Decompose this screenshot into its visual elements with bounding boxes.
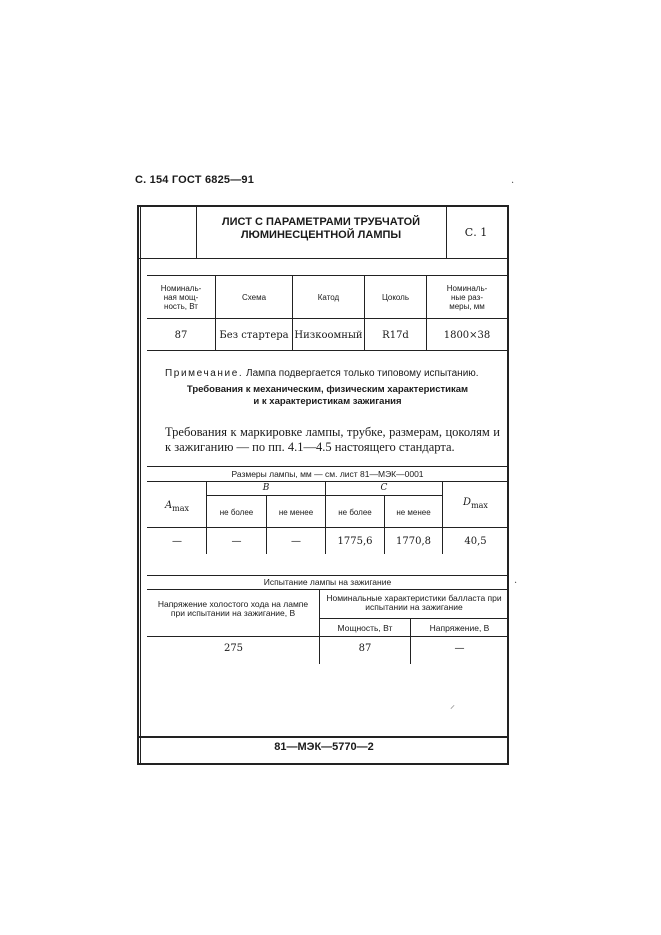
ignition-group-underline (320, 618, 508, 619)
ignition-cell-ballast-voltage: — (454, 643, 465, 654)
frame-right-border (507, 205, 509, 765)
params-cell-scheme: Без стартера (219, 330, 289, 341)
params-table-bottom (147, 350, 508, 351)
note-label: Примечание. (165, 368, 244, 379)
dims-cell-c-min: 1770,8 (396, 536, 431, 547)
page-header: С. 154 ГОСТ 6825—91 (135, 174, 255, 186)
ignition-header-bottom (147, 636, 508, 637)
params-header-cathode: Катод (317, 293, 340, 302)
dims-cell-d: 40,5 (464, 536, 487, 547)
dims-header-a-sub: max (172, 504, 190, 513)
frame-bottom-border (137, 763, 509, 765)
dims-subheader-b-min: не менее (278, 508, 314, 517)
sheet-title-line1: ЛИСТ С ПАРАМЕТРАМИ ТРУБЧАТОЙ (221, 216, 421, 228)
sheet-title (197, 216, 445, 242)
frame-top-border (137, 205, 509, 207)
dims-header-a (148, 500, 206, 513)
scan-speck-2: · (514, 578, 518, 589)
params-table-header-bottom (147, 318, 508, 319)
dims-cell-b-max: — (231, 536, 242, 547)
requirements-paragraph: Требования к маркировке лампы, трубке, размерам, цоколям и к зажиганию — по пп. 4.1—4.5 настоящего стандарта. (165, 425, 500, 454)
ignition-table-top (147, 575, 508, 576)
ignition-cell-ballast-power: 87 (358, 643, 372, 654)
dims-header-d (443, 497, 508, 510)
params-header-scheme: Схема (241, 293, 267, 302)
ignition-cell-voltage: 275 (223, 643, 244, 654)
params-cell-cap: R17d (382, 330, 409, 341)
frame-left-border (137, 205, 139, 765)
ignition-caption-bottom (147, 589, 508, 590)
sheet-number: С. 1 (464, 226, 488, 239)
params-cell-cathode: Низкоомный (294, 330, 363, 341)
dims-header-bottom (147, 527, 508, 528)
dims-cell-c-max: 1775,6 (337, 536, 373, 547)
dims-group-b: B (262, 483, 270, 493)
ignition-subheader-power: Мощность, Вт (337, 623, 393, 633)
dims-header-d-letter: D (463, 497, 472, 508)
params-cell-dimensions: 1800×38 (443, 330, 491, 341)
dims-group-c: C (380, 483, 388, 493)
dims-subheader-b-max: не более (219, 508, 254, 517)
scan-mark: ⸝ (450, 700, 455, 711)
requirements-heading-line1: Требования к механическим, физическим характеристикам (186, 384, 469, 395)
title-bottom-border (137, 258, 509, 259)
ignition-table-caption: Испытание лампы на зажигание (263, 577, 392, 587)
requirements-heading (147, 384, 508, 408)
dims-cell-b-min: — (291, 536, 301, 547)
dims-caption-bottom (147, 481, 508, 482)
ignition-header-ballast: Номинальные характеристики балласта при испытании на зажигание (326, 593, 502, 612)
requirements-heading-line2: и к характеристикам зажигания (253, 396, 402, 407)
note-text: Лампа подвергается только типовому испытанию. (246, 368, 479, 379)
ignition-subheader-voltage: Напряжение, В (429, 623, 490, 633)
footer-code: 81—МЭК—5770—2 (274, 741, 374, 753)
params-cell-power: 87 (174, 330, 188, 341)
note (165, 368, 505, 379)
dims-cell-a: — (172, 536, 182, 547)
params-header-dimensions: Номиналь- ные раз- меры, мм (446, 284, 488, 311)
dims-header-a-letter: A (164, 500, 173, 511)
footer-top-border (137, 736, 509, 738)
dims-table-top (147, 466, 508, 467)
params-table-top (147, 275, 508, 276)
params-header-cap: Цоколь (381, 293, 410, 302)
dims-subheader-c-max: не более (338, 508, 372, 517)
dims-header-d-sub: max (471, 501, 488, 510)
frame-left-inner-border (140, 205, 141, 765)
params-header-power: Номиналь- ная мощ- ность, Вт (160, 284, 202, 311)
scan-speck: · (511, 178, 515, 189)
ignition-header-voltage: Напряжение холостого хода на лампе при испытании на зажигание, В (157, 599, 309, 618)
title-divider-right (446, 206, 447, 258)
dims-table-caption: Размеры лампы, мм — см. лист 81—МЭК—0001 (231, 469, 424, 479)
sheet-title-line2: ЛЮМИНЕСЦЕНТНОЙ ЛАМПЫ (240, 229, 402, 241)
dims-subheader-c-min: не менее (396, 508, 431, 517)
